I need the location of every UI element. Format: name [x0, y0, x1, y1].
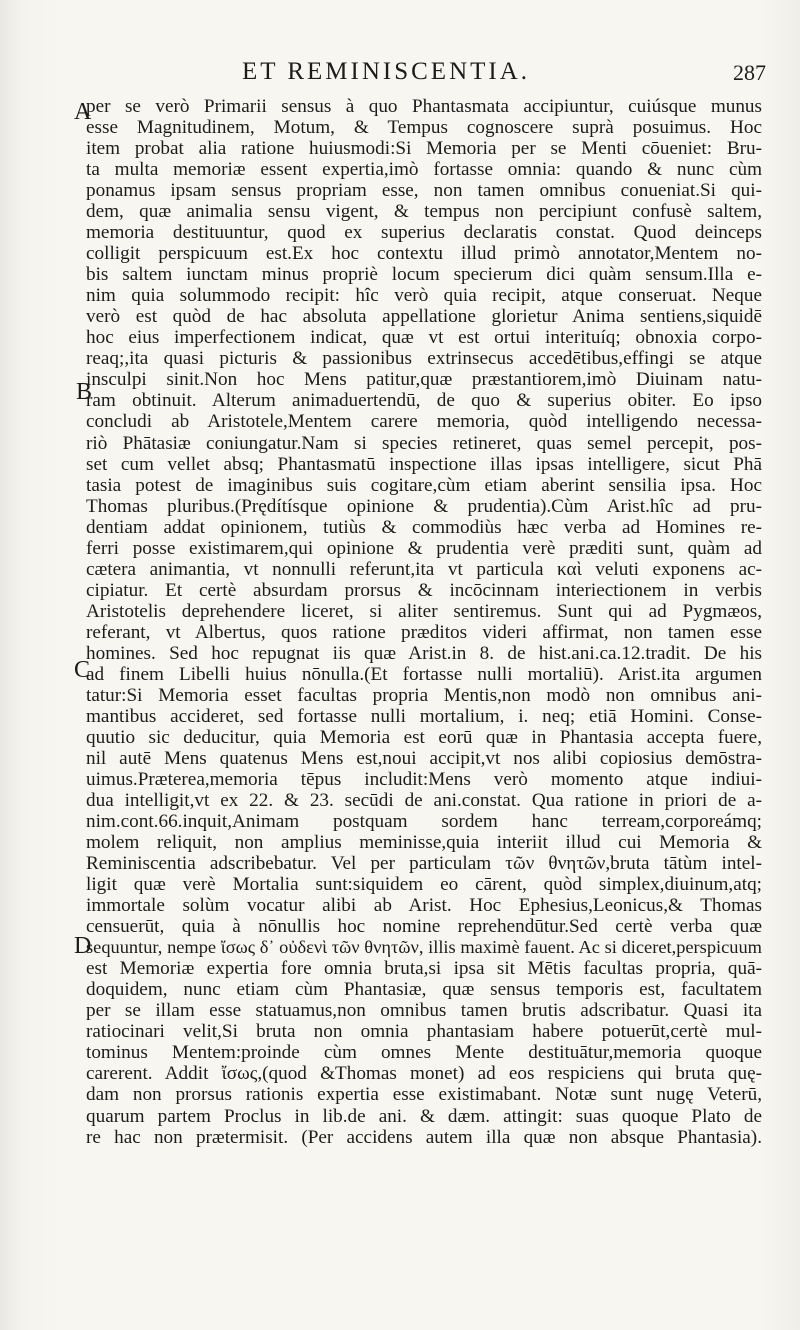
text-line: ad finem Libelli huius nōnulla.(Et fortasse nulli mortaliū). Arist.ita argumen	[86, 663, 762, 685]
text-line: tominus Mentem:proinde cùm omnes Mente destituātur,memoria quoque	[86, 1042, 762, 1064]
text-line: est Memoriæ expertia fore omnia bruta,si ipsa sit Mētis facultas propria, quā-	[86, 958, 762, 980]
margin-letter-a: A	[74, 99, 92, 125]
text-line: doquidem, nunc etiam cùm Phantasiæ, quæ sensus temporis est, facultatem	[86, 979, 762, 1001]
text-line: mantibus accideret, sed fortasse nulli mortalium, i. neq; etiā Homini. Conse-	[86, 705, 762, 727]
text-line: concludi ab Aristotele,Mentem carere memoria, quòd intelligendo necessa-	[86, 411, 762, 433]
text-line: reaq;,ita quasi picturis & passionibus extrinsecus accedētibus,effingi se atque	[86, 348, 762, 370]
text-line: homines. Sed hoc repugnat iis quæ Arist.in 8. de hist.ani.ca.12.tradit. De his	[86, 642, 762, 664]
text-line: cipiatur. Et certè absurdam prorsus & incōcinnam interiectionem in verbis	[86, 579, 762, 601]
text-line: per se verò Primarii sensus à quo Phantasmata accipiuntur, cuiúsque munus	[86, 96, 762, 117]
text-line: Thomas pluribus.(Prędítísque opinione & prudentia).Cùm Arist.hîc ad pru-	[86, 495, 762, 517]
text-line: Reminiscentia adscribebatur. Vel per particulam τῶν θνητῶν,bruta tātùm intel-	[86, 853, 762, 875]
text-line: esse Magnitudinem, Motum, & Tempus cognoscere suprà posuimus. Hoc	[86, 117, 762, 139]
text-line: ferri posse existimarem,qui opinione & prudentia verè præditi sunt, quàm ad	[86, 537, 762, 559]
text-line: censuerūt, quia à nōnullis hoc nomine reprehendūtur.Sed certè verba quæ	[86, 916, 762, 938]
text-line: bis saltem iunctam minus propriè locum specierum dici quàm sensum.Illa e-	[86, 264, 762, 286]
text-line: nim.cont.66.inquit,Animam postquam sordem hanc terream,corporeámq;	[86, 811, 762, 833]
text-line: verò est quòd de hac absoluta appellatione glorietur Anima sentiens,siquidē	[86, 306, 762, 328]
text-line: ram obtinuit. Alterum animaduertendū, de quo & superius obiter. Eo ipso	[86, 390, 762, 412]
text-line: Aristotelis deprehendere liceret, si aliter sentiremus. Sunt qui ad Pygmæos,	[86, 600, 762, 622]
text-line: quutio sic deducitur, quia Memoria est eorū quæ in Phantasia accepta fuere,	[86, 726, 762, 748]
text-line: memoria destituuntur, quod ex superius declaratis constat. Quod deinceps	[86, 222, 762, 244]
text-line: per se illam esse statuamus,non omnibus tamen brutis adscribatur. Quasi ita	[86, 1000, 762, 1022]
text-line: hoc eius imperfectionem indicat, quæ vt est ortui interituíq; obnoxia corpo-	[86, 327, 762, 349]
margin-letter-b: B	[76, 379, 93, 405]
text-line: re hac non prætermisit. (Per accidens autem illa quæ non absque Phantasia).	[86, 1126, 762, 1148]
text-line: quarum partem Proclus in lib.de ani. & dæm. attingit: suas quoque Plato de	[86, 1105, 762, 1127]
text-line: ratiocinari velit,Si bruta non omnia phantasiam habere potuerūt,certè mul-	[86, 1021, 762, 1043]
text-line: nil autē Mens quatenus Mens est,noui accipit,vt nos alibi copiosius demōstra-	[86, 747, 762, 769]
page-header	[0, 58, 800, 88]
body-text	[86, 96, 762, 1148]
text-line: ponamus ipsam sensus propriam esse, non tamen omnibus conueniat.Si qui-	[86, 180, 762, 202]
text-line: uimus.Præterea,memoria tēpus includit:Mens verò momento atque indiui-	[86, 769, 762, 790]
text-line: set cum vellet absq; Phantasmatū inspectione illas ipsas intelligere, sicut Phā	[86, 453, 762, 475]
margin-letter-d: D	[74, 933, 92, 959]
running-head: ET REMINISCENTIA.	[242, 58, 531, 85]
text-line: dentiam addat opinionem, tutiùs & commodiùs hæc verba ad Homines re-	[86, 516, 762, 538]
text-line: referant, vt Albertus, quos ratione præditos videri affirmat, non tamen esse	[86, 621, 762, 643]
text-line: nim quia solummodo recipit: hîc verò quia recipit, atque conseruat. Neque	[86, 285, 762, 307]
text-line: dam non prorsus rationis expertia esse existimabant. Notæ sunt nugę Veterū,	[86, 1084, 762, 1106]
margin-letter-c: C	[74, 657, 91, 683]
page-number: 287	[733, 60, 766, 85]
text-line: tatur:Si Memoria esset facultas propria Mentis,non modò non omnibus ani-	[86, 684, 762, 706]
text-line: riò Phātasiæ coniungatur.Nam si species retineret, quas semel percepit, pos-	[86, 432, 762, 454]
text-line: sequuntur, nempe ἴσως δ᾽ οὐδενὶ τῶν θνητῶν, illis maximè fauent. Ac si diceret,perspicuum	[86, 937, 762, 958]
text-line: carerent. Addit ἴσως,(quod &Thomas monet) ad eos respiciens qui bruta quę-	[86, 1063, 762, 1085]
text-line: tasia potest de imaginibus suis cogitare,cùm etiam aberint sensilia ipsa. Hoc	[86, 474, 762, 496]
text-line: dua intelligit,vt ex 22. & 23. secūdi de ani.constat. Qua ratione in priori de a-	[86, 790, 762, 812]
text-line: item probat alia ratione huiusmodi:Si Memoria per se Menti cōueniet: Bru-	[86, 138, 762, 160]
text-line: insculpi sinit.Non hoc Mens patitur,quæ præstantiorem,imò Diuinam natu-	[86, 369, 762, 391]
text-line: immortale solùm vocatur alibi ab Arist. Hoc Ephesius,Leonicus,& Thomas	[86, 895, 762, 917]
text-line: dem, quæ animalia sensu vigent, & tempus non percipiunt confusè saltem,	[86, 201, 762, 223]
text-line: ta multa memoriæ essent expertia,imò fortasse omnia: quando & nunc cùm	[86, 159, 762, 181]
text-line: cætera animantia, vt nonnulli referunt,ita vt particula καὶ veluti exponens ac-	[86, 558, 762, 580]
text-line: ligit quæ verè Mortalia sunt:siquidem eo cārent, quòd simplex,diuinum,atq;	[86, 874, 762, 896]
text-line: colligit perspicuum est.Ex hoc contextu illud primò annotator,Mentem no-	[86, 243, 762, 265]
text-line: molem reliquit, non amplius meminisse,quia interiit illud cui Memoria &	[86, 832, 762, 854]
